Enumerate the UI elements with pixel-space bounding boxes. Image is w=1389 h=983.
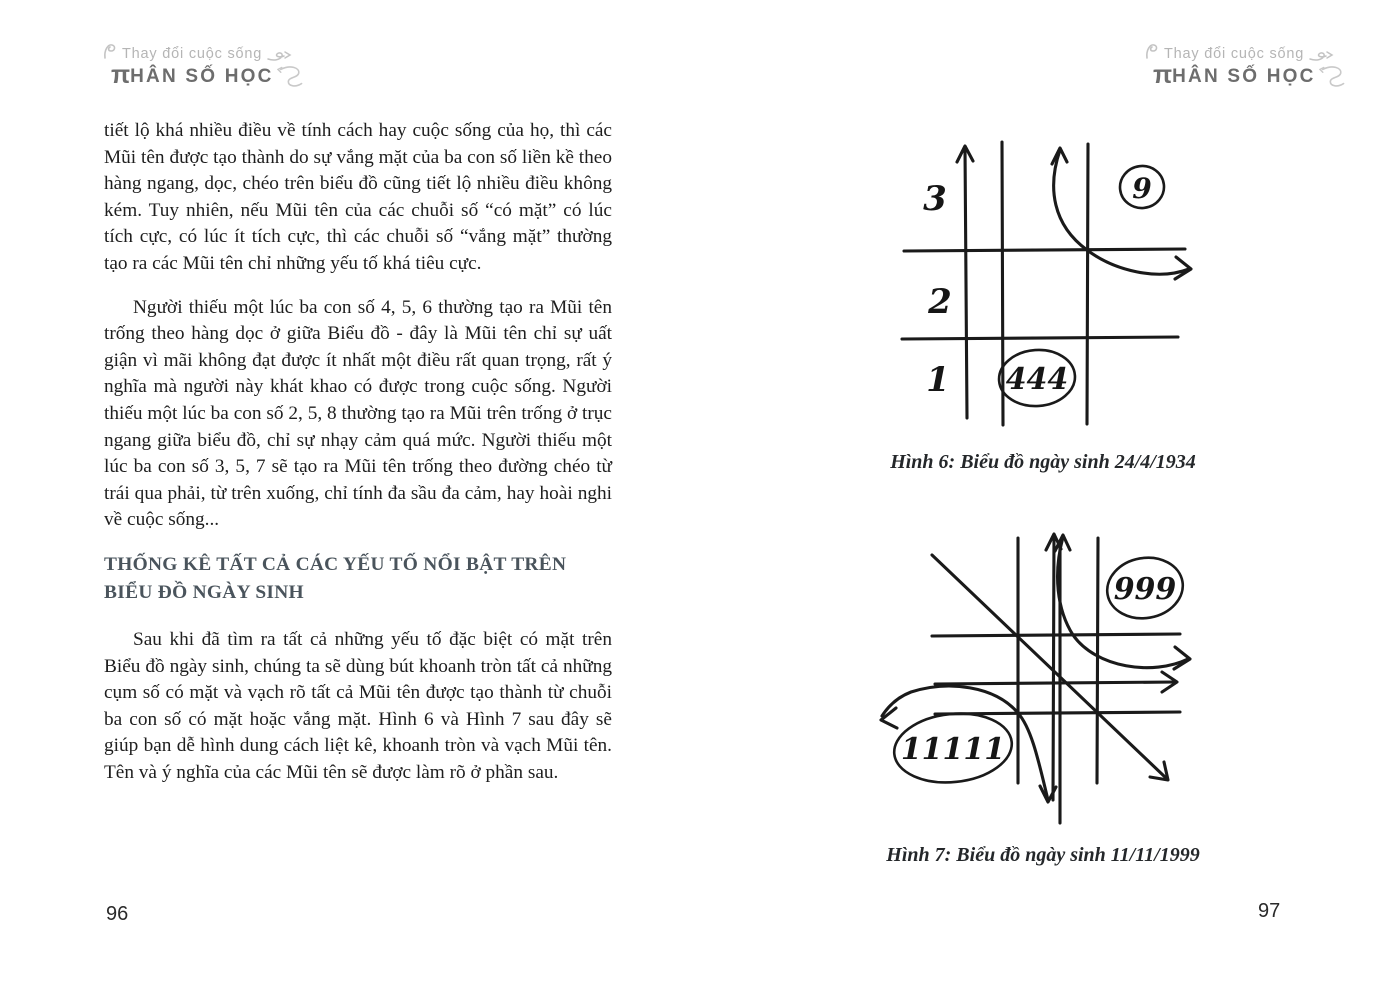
vertical-arrow-line xyxy=(1053,536,1054,800)
grid-horizontal-line xyxy=(904,249,1185,251)
body-paragraph: tiết lộ khá nhiều điều về tính cách hay cuộc sống của họ, thì các Mũi tên được tạo thành do sự vắng mặt của ba con số liền kề theo hàng ngang, dọc, chéo trên biểu đồ cũng tiết lộ nhiều điều không kém. Tuy nhiên, nếu Mũi tên của các chuỗi số “có mặt” có lúc tích cực, có lúc ít tích cực, thì các chuỗi số “vắng mặt” thường tạo ra các Mũi tên chỉ những yếu tố khá tiêu cực. xyxy=(104,120,612,274)
circled-number: 9 xyxy=(1132,172,1152,205)
grid-horizontal-line xyxy=(932,634,1180,636)
swirl-icon xyxy=(1145,42,1160,60)
figure6-caption: Hình 6: Biểu đồ ngày sinh 24/4/1934 xyxy=(890,451,1196,473)
logo-brand: πHÂN SỐ HỌC xyxy=(1153,61,1316,89)
page-number-right: 97 xyxy=(1258,900,1281,922)
swirl-arrow-icon xyxy=(266,48,292,62)
swirl-icon xyxy=(103,42,118,60)
row-label: 2 xyxy=(928,282,952,322)
s-swirl-icon xyxy=(1319,63,1345,89)
arrow-right-icon xyxy=(1175,257,1191,279)
brand-logo-left xyxy=(103,42,303,90)
row-label: 1 xyxy=(926,360,950,400)
row-label: 3 xyxy=(923,179,947,219)
logo-tagline: Thay đổi cuộc sống xyxy=(122,46,263,62)
grid-vertical-line xyxy=(1002,142,1003,425)
figure6-birth-chart xyxy=(853,128,1233,446)
grid-horizontal-line xyxy=(902,337,1178,339)
brand-logo-right xyxy=(1145,42,1345,90)
section-heading: THỐNG KÊ TẤT CẢ CÁC YẾU TỐ NỔI BẬT TRÊN BIỂU ĐỒ NGÀY SINH xyxy=(104,553,567,604)
logo-tagline: Thay đổi cuộc sống xyxy=(1164,46,1305,62)
curved-arrow xyxy=(1054,150,1189,274)
swirl-arrow-icon xyxy=(1308,48,1334,62)
figure7-caption: Hình 7: Biểu đồ ngày sinh 11/11/1999 xyxy=(886,844,1200,866)
grid-vertical-line xyxy=(1087,144,1088,424)
horizontal-arrow-line xyxy=(935,682,1175,684)
s-swirl-icon xyxy=(277,63,303,89)
grid-vertical-arrow-line xyxy=(965,148,967,418)
arrow-left-icon xyxy=(881,708,897,728)
circled-number: 11111 xyxy=(900,732,1006,767)
figure7-drawing xyxy=(853,520,1233,842)
body-paragraph: Người thiếu một lúc ba con số 4, 5, 6 thường tạo ra Mũi tên trống theo hàng dọc ở giữa Biểu đồ - đây là Mũi tên chỉ sự uất giận vì mãi không đạt được ít nhất một điều rất quan trọng, rất ý nghĩa mà người này khát khao có được trong cuộc sống. Người thiếu một lúc ba con số 2, 5, 8 thường tạo ra Mũi trên trống ở trục ngang giữa biểu đồ, chỉ sự nhạy cảm quá mức. Người thiếu một lúc ba con số 3, 5, 7 sẽ tạo ra Mũi tên trống theo đường chéo từ trái qua phải, từ trên xuống, chỉ tính đa sầu đa cảm, hay hoài nghi về cuộc sống... xyxy=(104,296,612,531)
grid-vertical-line xyxy=(1097,538,1098,783)
figure7-birth-chart xyxy=(853,520,1233,842)
circled-number: 444 xyxy=(1005,362,1069,397)
logo-brand: πHÂN SỐ HỌC xyxy=(111,61,274,89)
left-page-text-column xyxy=(104,118,612,786)
figure6-drawing xyxy=(853,128,1233,446)
arrow-right-icon xyxy=(1174,647,1190,669)
circled-number: 999 xyxy=(1113,572,1177,607)
page-number-left: 96 xyxy=(106,903,129,925)
body-paragraph: Sau khi đã tìm ra tất cả những yếu tố đặc biệt có mặt trên Biểu đồ ngày sinh, chúng ta sẽ dùng bút khoanh tròn tất cả những cụm số có mặt và vạch rõ tất cả Mũi tên được tạo thành từ chuỗi ba con số có mặt hoặc vắng mặt. Hình 6 và Hình 7 sau đây sẽ giúp bạn dễ hình dung cách liệt kê, khoanh tròn và vạch Mũi tên. Tên và ý nghĩa của các Mũi tên sẽ được làm rõ ở phần sau. xyxy=(104,628,612,783)
